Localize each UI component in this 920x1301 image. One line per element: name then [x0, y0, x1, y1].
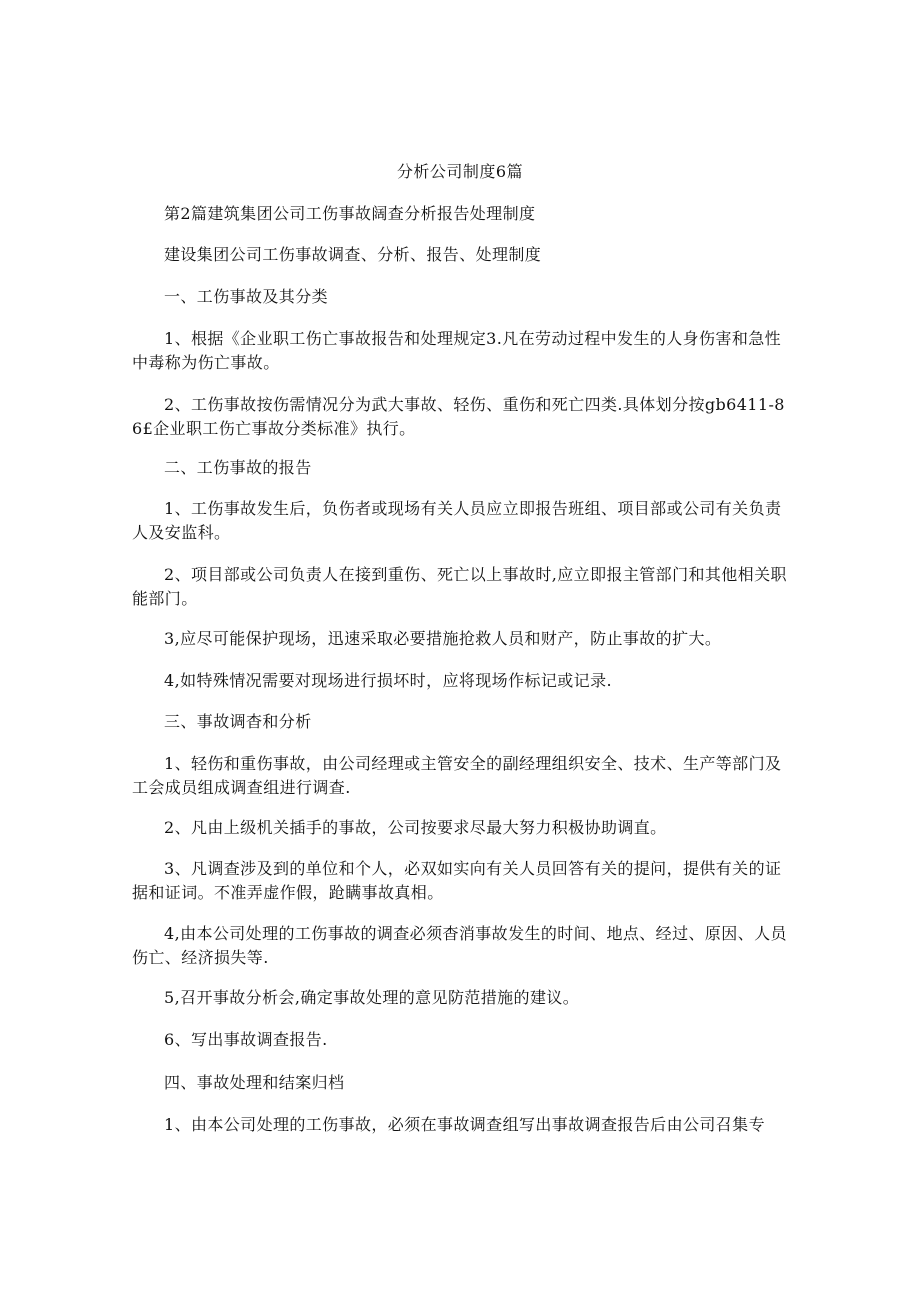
paragraph-2-4: 4,如特殊情况需要对现场进行损坏时，应将现场作标记或记录.	[164, 671, 612, 690]
section-heading-1: 一、工伤事故及其分类	[164, 287, 329, 306]
paragraph-3-2: 2、凡由上级机关插手的事故，公司按要求尽最大努力积极协助调直。	[164, 818, 667, 837]
paragraph-3-5: 5,召开事故分析会,确定事故处理的意见防范措施的建议。	[164, 988, 580, 1007]
paragraph-2-3: 3,应尽可能保护现场，迅速采取必要措施抢救人员和财产，防止事故的扩大。	[164, 629, 722, 648]
paragraph-3-1: 1、轻伤和重伤事故，由公司经理或主管安全的副经理组织安全、技术、生产等部门及工会成员组成调查组进行调查.	[132, 754, 782, 797]
paragraph-1-2: 2、工伤事故按伤需情况分为武大事故、轻伤、重伤和死亡四类.具体划分按gb6411-86£企业职工伤亡事故分类标准》执行。	[132, 395, 785, 438]
section-heading-2: 二、工伤事故的报告	[164, 458, 312, 477]
paragraph-1-1: 1、根据《企业职工伤亡事故报告和处理规定3.凡在劳动过程中发生的人身伤害和急性中毒称为伤亡事故。	[132, 329, 782, 372]
regulation-title: 建设集团公司工伤事故调查、分析、报告、处理制度	[164, 245, 542, 264]
section-heading-4: 四、事故处理和结案归档	[164, 1073, 345, 1092]
paragraph-3-4: 4,由本公司处理的工伤事故的调查必须杳消事故发生的时间、地点、经过、原因、人员伤亡、经济损失等.	[132, 924, 787, 967]
paragraph-4-1: 1、由本公司处理的工伤事故，必须在事故调查组写出事故调查报告后由公司召集专	[164, 1115, 765, 1134]
paragraph-2-2: 2、项目部或公司负责人在接到重伤、死亡以上事故时,应立即报主管部门和其他相关职能部门。	[132, 565, 787, 608]
section-heading-3: 三、事故调杳和分析	[164, 712, 312, 731]
document-subtitle: 第2篇建筑集团公司工伤事故阔查分析报告处理制度	[164, 204, 536, 223]
paragraph-3-3: 3、凡调查涉及到的单位和个人，必双如实向有关人员回答有关的提问，提供有关的证据和证词。不准弄虚作假，跄瞒事故真相。	[132, 859, 782, 902]
document-title: 分析公司制度6篇	[396, 162, 524, 181]
paragraph-2-1: 1、工伤事故发生后，负伤者或现场有关人员应立即报告班组、项目部或公司有关负责人及安监科。	[132, 499, 782, 542]
paragraph-3-6: 6、写出事故调查报告.	[164, 1030, 328, 1049]
